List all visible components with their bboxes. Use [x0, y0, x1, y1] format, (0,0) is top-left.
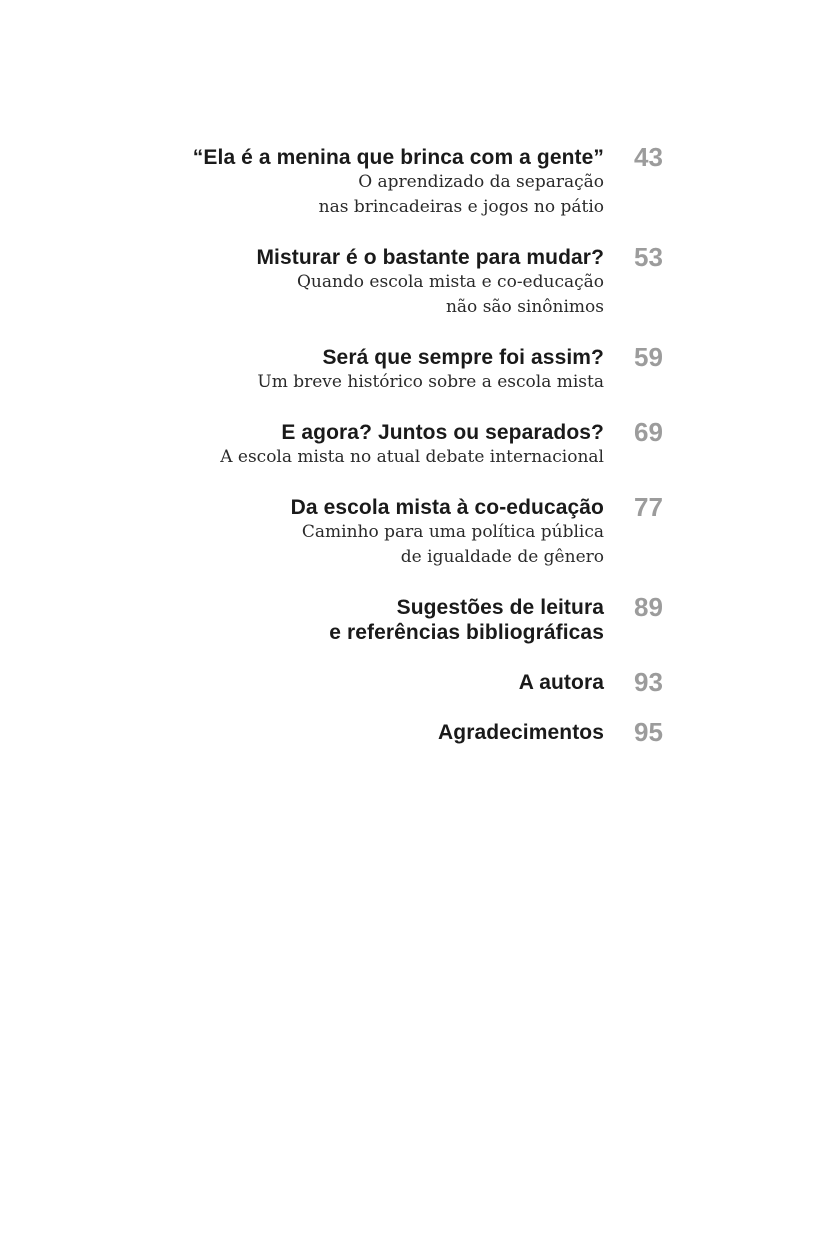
toc-entry[interactable]: [44, 245, 604, 320]
toc-entry-subtitle: Caminho para uma política pública: [301, 522, 604, 542]
toc-page-number[interactable]: 77: [634, 492, 663, 522]
toc-entry-title: Sugestões de leitura: [396, 596, 604, 619]
toc-entry-subtitle: de igualdade de gênero: [400, 547, 604, 567]
toc-entry-title: A autora: [518, 671, 604, 694]
toc-entry-subtitle: Um breve histórico sobre a escola mista: [257, 372, 604, 392]
toc-entry-title: Da escola mista à co-educação: [290, 496, 604, 519]
toc-entry[interactable]: [44, 670, 604, 695]
toc-entry-title: Misturar é o bastante para mudar?: [256, 246, 604, 269]
toc-entry[interactable]: [44, 720, 604, 745]
toc-entry-title: “Ela é a menina que brinca com a gente”: [192, 146, 604, 169]
toc-entry-subtitle: O aprendizado da separação: [358, 172, 604, 192]
toc-page-number[interactable]: 93: [634, 667, 663, 697]
toc-entry-title: e referências bibliográficas: [329, 621, 604, 644]
toc-entry-subtitle: nas brincadeiras e jogos no pátio: [318, 197, 604, 217]
toc-entry-subtitle: não são sinônimos: [445, 297, 604, 317]
toc-page-number[interactable]: 59: [634, 342, 663, 372]
toc-page-number[interactable]: 89: [634, 592, 663, 622]
toc-entry-title: Agradecimentos: [438, 721, 604, 744]
toc-page-number[interactable]: 43: [634, 142, 663, 172]
toc-entry[interactable]: [44, 495, 604, 570]
toc-entry-title: Será que sempre foi assim?: [322, 346, 604, 369]
toc-page-number[interactable]: 53: [634, 242, 663, 272]
toc-entry-subtitle: A escola mista no atual debate internacional: [220, 447, 604, 467]
toc-entry-title: E agora? Juntos ou separados?: [281, 421, 604, 444]
toc-page-number[interactable]: 95: [634, 717, 663, 747]
toc-page-number[interactable]: 69: [634, 417, 663, 447]
toc-entry[interactable]: [44, 345, 604, 395]
toc-entry[interactable]: [44, 595, 604, 645]
toc-entry-subtitle: Quando escola mista e co-educação: [296, 272, 604, 292]
toc-entry[interactable]: [44, 145, 604, 220]
toc-entry[interactable]: [44, 420, 604, 470]
